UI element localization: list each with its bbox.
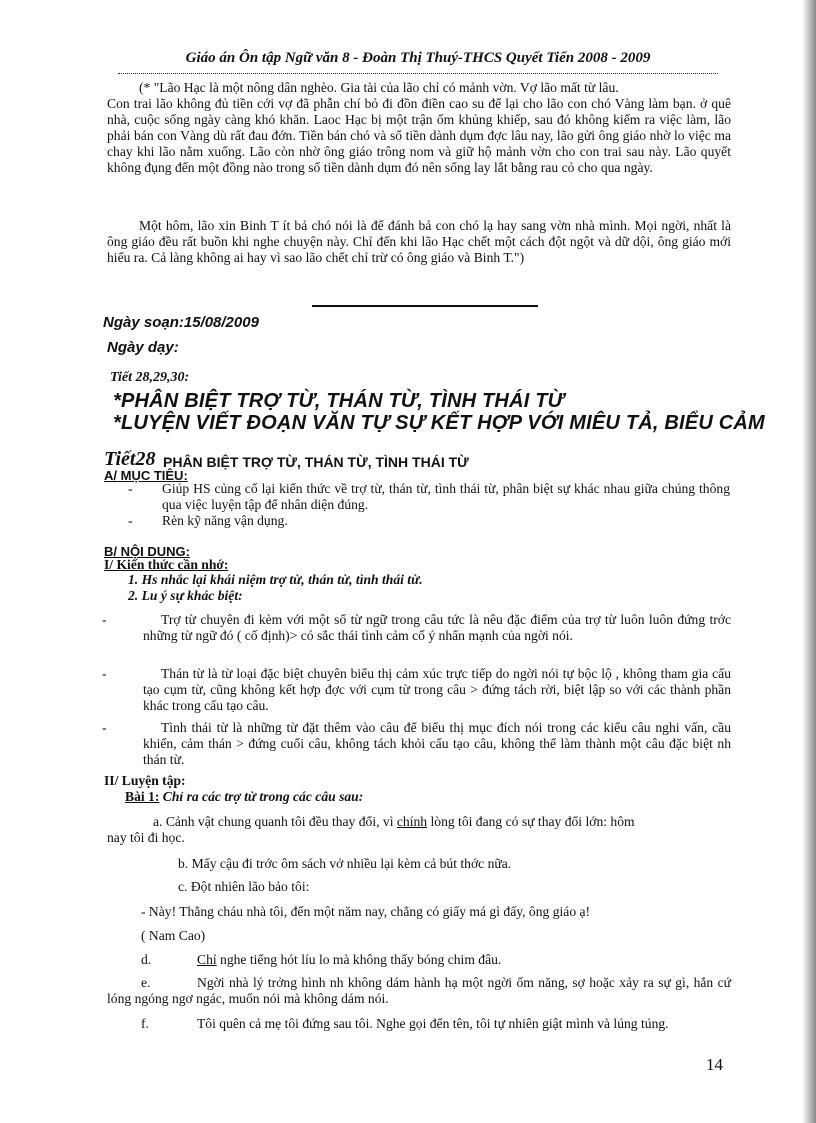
bullet-dash: - [102,612,107,627]
exercise-a [107,814,731,846]
bullet-dash: - [102,666,107,681]
bullet-dash: - [128,513,133,528]
goal-item [128,513,730,529]
exercise-f [107,1016,731,1032]
part1-item: 2. Lu ý sự khác biệt: [128,588,243,603]
note-item [102,612,731,644]
tiet28-label: Tiết28 [104,448,156,470]
exercise-a-particle: chính [396,814,428,829]
exercise-d [141,952,731,968]
exercise-e [107,975,731,1007]
header-rule [118,73,718,74]
exercise-f-label: f. [141,1016,149,1031]
section-b-heading: B/ NỘI DUNG: [104,544,190,559]
tiet28-title: PHÂN BIỆT TRỢ TỪ, THÁN TỪ, TÌNH THÁI TỪ [163,454,469,470]
exercise-source: ( Nam Cao) [141,928,206,943]
intro-first-line: (* "Lão Hạc là một nông dân nghèo. Gia tài của lão chỉ có mảnh vờn. Vợ lão mất từ lâu. [139,80,619,95]
main-title-1: *PHÂN BIỆT TRỢ TỪ, THÁN TỪ, TÌNH THÁI TỪ [113,390,565,412]
note-item [102,720,731,768]
part2-heading: II/ Luyện tập: [104,773,186,788]
exercise-a-line [107,814,731,830]
goal-text: Rèn kỹ năng vận dụng. [162,513,288,528]
exercise-a-continued: nay tôi đi học. [107,830,185,845]
intro-paragraph-2: Một hôm, lão xin Binh T ít bả chó nói là để đánh bả con chó lạ hay sang vờn nhà mình. Mọi ngời, nhất là ông giáo đều rất buồn khi nghe chuyện này. Chỉ đến khi lão Hạc chết một cách đột ngột và dữ dội, ông giáo mới hiểu ra. Cả làng không ai hay vì sao lão chết chỉ trừ có ông giáo và Binh T.") [107,218,731,265]
date-written: Ngày soạn:15/08/2009 [103,314,259,331]
intro-body: Con trai lão không đủ tiền cới vợ đã phẫn chí bỏ đi đồn điền cao su để lại cho lão con chó Vàng làm bạn. ở quê nhà, cuộc sống ngày càng khó khăn. Laoc Hạc bị một trận ốm khủng khiếp, sau đó không kiếm ra việc làm, lão phải bán con Vàng dù rất đau đớn. Tiền bán chó và số tiền dành dụm đợc lâu nay, lão gửi ông giáo nhờ lo việc ma chay khi lão nằm xuống. Lão còn nhờ ông giáo trông nom và giữ hộ mảnh vờn cho con trai sau này. Lão quyết không đụng đến một đồng nào trong số tiền dành dụm đó nên sống lay lắt bằng rau cỏ cho qua ngày. [107,96,731,175]
exercise-1-prompt: Chỉ ra các trợ từ trong các câu sau: [159,789,364,804]
note-text: Tình thái từ là những từ đặt thêm vào câu để biểu thị mục đích nói trong các kiểu câu nghi vấn, cầu khiến, cảm thán > đứng cuối câu, không tách khỏi cấu tạo câu, không thể làm thành một câu đặc biệt nh thán từ. [143,720,731,767]
exercise-1-label: Bài 1: [125,789,160,804]
intro-paragraph-1 [107,80,731,176]
lesson-number: Tiết 28,29,30: [110,370,190,385]
exercise-f-text: Tôi quên cả mẹ tôi đứng sau tôi. Nghe gọi đến tên, tôi tự nhiên giật mình và lúng túng. [197,1016,669,1031]
page-number: 14 [706,1055,723,1074]
exercise-b: b. Mấy cậu đi trớc ôm sách vở nhiều lại kèm cả bút thớc nữa. [178,856,512,871]
exercise-d-particle: Chỉ [197,952,217,967]
exercise-quote: - Này! Thằng cháu nhà tôi, đến một năm nay, chẳng có giấy má gì đấy, ông giáo ạ! [141,904,591,919]
exercise-a-pre: a. Cảnh vật chung quanh tôi đều thay đổi, vì [153,814,397,829]
bullet-dash: - [128,481,133,496]
exercise-e-label: e. [141,975,151,990]
section-separator [312,305,538,307]
exercise-1-heading [125,789,363,805]
exercise-d-text: nghe tiếng hót líu lo mà không thấy bóng chim đâu. [216,952,502,967]
page-header: Giáo án Ôn tập Ngữ văn 8 - Đoàn Thị Thuý-THCS Quyết Tiến 2008 - 2009 [185,50,651,66]
exercise-e-text: Ngời nhà lý trởng hình nh không dám hành hạ một ngời ốm năng, sợ hoặc xảy ra sự gì, hắn cứ lóng ngóng ngơ ngác, muốn nói mà không dám nói. [107,975,731,1006]
part1-item: 1. Hs nhắc lại khái niệm trợ từ, thán từ, tình thái từ. [128,572,423,587]
goal-item [128,481,730,513]
note-text: Trợ từ chuyên đi kèm với một số từ ngữ trong câu tức là nêu đặc điểm của trợ từ luôn luôn đứng trớc những từ ngữ đó ( cố định)> có sắc thái tình cảm cố ý nhấn mạnh của ngời nói. [143,612,731,643]
exercise-a-post: lòng tôi đang có sự thay đổi lớn: hôm [427,814,635,829]
note-item [102,666,731,714]
part1-heading: I/ Kiến thức cần nhớ: [104,557,229,572]
bullet-dash: - [102,720,107,735]
date-taught: Ngày dạy: [107,339,179,356]
section-a-heading: A/ MỤC TIÊU: [104,468,188,483]
exercise-d-label: d. [141,952,152,967]
note-text: Thán từ là từ loại đặc biệt chuyên biểu thị cảm xúc trực tiếp do ngời nói tự bộc lộ , không tham gia cấu tạo cụm từ, cũng không kết hợp đợc với cụm từ trong câu > đứng tách rời, biệt lập so với các thành phần khác trong cấu tạo câu. [143,666,731,713]
goal-text: Giúp HS củng cố lại kiến thức về trợ từ, thán từ, tình thái từ, phân biệt sự khác nhau giữa chúng thông qua việc luyện tập để nhân diện đúng. [162,481,730,512]
main-title-2: *LUYỆN VIẾT ĐOẠN VĂN TỰ SỰ KẾT HỢP VỚI MIÊU TẢ, BIỂU CẢM [113,412,765,434]
page-edge-shadow [802,0,816,1123]
exercise-c: c. Đột nhiên lão bảo tôi: [178,879,310,894]
